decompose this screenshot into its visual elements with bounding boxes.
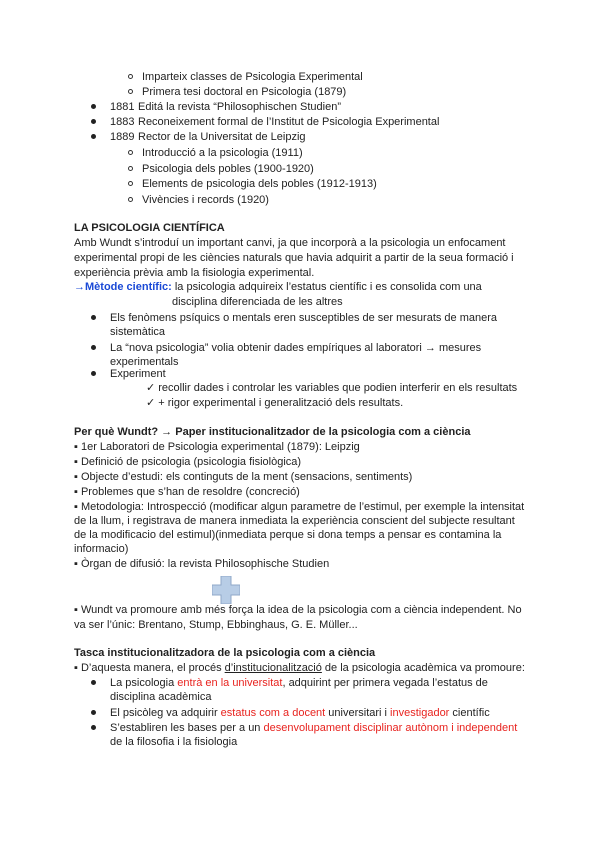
section-title: Per què Wundt? → Paper institucionalitzador de la psicologia com a ciència — [74, 426, 471, 438]
highlight: investigador — [390, 707, 450, 719]
bullet — [91, 345, 96, 350]
bullet — [91, 725, 96, 730]
check-item: ✓ + rigor experimental i generalització dels resultats. — [146, 397, 404, 409]
sub-bullet — [128, 181, 133, 186]
list-item: ▪ 1er Laboratori de Psicologia experimental (1879): Leipzig — [74, 441, 360, 453]
bullet — [91, 315, 96, 320]
text: científic — [449, 707, 490, 719]
list-item-cont: disciplina acadèmica — [110, 691, 212, 703]
text: La psicologia — [110, 677, 178, 689]
list-item: La “nova psicologia” volia obtenir dades empíriques al laboratori → mesures — [110, 342, 482, 354]
list-item: ▪ Òrgan de difusió: la revista Philosophische Studien — [74, 558, 330, 570]
list-item-cont: sistemàtica — [110, 326, 166, 338]
bullet — [91, 680, 96, 685]
cross-icon — [212, 576, 240, 604]
highlight: entrà en la universitat — [177, 677, 283, 689]
bullet — [91, 119, 96, 124]
paragraph-line: experimental propi de les ciències naturals que havia adquirit a partir de la seua formació i — [74, 252, 514, 264]
section-title: Tasca institucionalitzadora de la psicologia com a ciència — [74, 647, 376, 659]
list-item — [110, 706, 490, 720]
timeline-text: Rector de la Universitat de Leipzig — [138, 131, 306, 143]
text: universitari i — [325, 707, 391, 719]
highlight: desenvolupament disciplinar autònom i independent — [263, 722, 518, 734]
paragraph-line: experiència prèvia amb la fisiologia experimental. — [74, 267, 315, 279]
list-item-cont: experimentals — [110, 356, 179, 368]
list-item-cont: va ser l’únic: Brentano, Stump, Ebbinghaus, G. E. Müller... — [74, 619, 358, 631]
timeline-year: 1889 — [110, 131, 135, 143]
intro-text: ▪ D’aquesta manera, el procés — [74, 662, 225, 674]
list-item: Experiment — [110, 368, 166, 380]
metode-line — [74, 280, 482, 294]
sub-bullet — [128, 74, 133, 79]
timeline-text: Editá la revista “Philosophischen Studien” — [138, 101, 342, 113]
text: , adquirint per primera vegada l’estatus de — [282, 677, 488, 689]
bullet — [91, 710, 96, 715]
timeline-year: 1881 — [110, 101, 135, 113]
list-item: ▪ Objecte d’estudi: els continguts de la ment (sensacions, sentiments) — [74, 471, 413, 483]
bullet — [91, 134, 96, 139]
list-item: Els fenòmens psíquics o mentals eren susceptibles de ser mesurats de manera — [110, 312, 498, 324]
list-item: Vivències i records (1920) — [142, 194, 269, 206]
bullet — [91, 371, 96, 376]
section-title: LA PSICOLOGIA CIENTÍFICA — [74, 222, 225, 234]
text: El psicòleg va adquirir — [110, 707, 221, 719]
list-item: Psicologia dels pobles (1900-1920) — [142, 163, 314, 175]
list-item: ▪ Metodologia: Introspecció (modificar algun parametre de l’estimul, per exemple la intensitat — [74, 501, 525, 513]
list-item: ▪ Definició de psicologia (psicologia fisiològica) — [74, 456, 302, 468]
sub-bullet — [128, 89, 133, 94]
metode-text: la psicologia adquireix l’estatus científic i es consolida com una — [171, 281, 482, 293]
list-item-cont: de la filosofia i la fisiologia — [110, 736, 238, 748]
timeline-text: Reconeixement formal de l’Institut de Psicologia Experimental — [138, 116, 440, 128]
list-item: Introducció a la psicologia (1911) — [142, 147, 303, 159]
intro-text: de la psicologia acadèmica va promoure: — [321, 662, 525, 674]
timeline-year: 1883 — [110, 116, 135, 128]
list-item — [110, 721, 517, 735]
list-item: ▪ Problemes que s’han de resoldre (concreció) — [74, 486, 300, 498]
intro-underlined: d’institucionalització — [224, 662, 322, 674]
list-item-cont: informacio) — [74, 543, 129, 555]
list-item: ▪ Wundt va promoure amb més força la idea de la psicologia com a ciència independent. No — [74, 604, 522, 616]
metode-text-cont: disciplina diferenciada de les altres — [172, 296, 343, 308]
list-item-cont: de la modificacio del estimul)(inmediata perque si dona temps a pensar es contamina la — [74, 529, 502, 541]
paragraph-line: Amb Wundt s’introduí un important canvi, ja que incorporà a la psicologia un enfocament — [74, 237, 506, 249]
list-item: Primera tesi doctoral en Psicologia (1879) — [142, 86, 347, 98]
list-item: Elements de psicologia dels pobles (1912-1913) — [142, 178, 377, 190]
sub-bullet — [128, 150, 133, 155]
list-item — [110, 676, 488, 690]
sub-bullet — [128, 166, 133, 171]
metode-label: →Mètode científic: — [74, 281, 172, 293]
text: S’establiren les bases per a un — [110, 722, 264, 734]
bullet — [91, 104, 96, 109]
sub-bullet — [128, 197, 133, 202]
list-item: Imparteix classes de Psicologia Experimental — [142, 71, 363, 83]
check-item: ✓ recollir dades i controlar les variables que podien interferir en els resultats — [146, 382, 518, 394]
list-item-cont: de la llum, i registrava de manera inmediata la experiència conscient del subjecte resultant — [74, 515, 515, 527]
intro-line — [74, 661, 525, 675]
highlight: estatus com a docent — [220, 707, 326, 719]
